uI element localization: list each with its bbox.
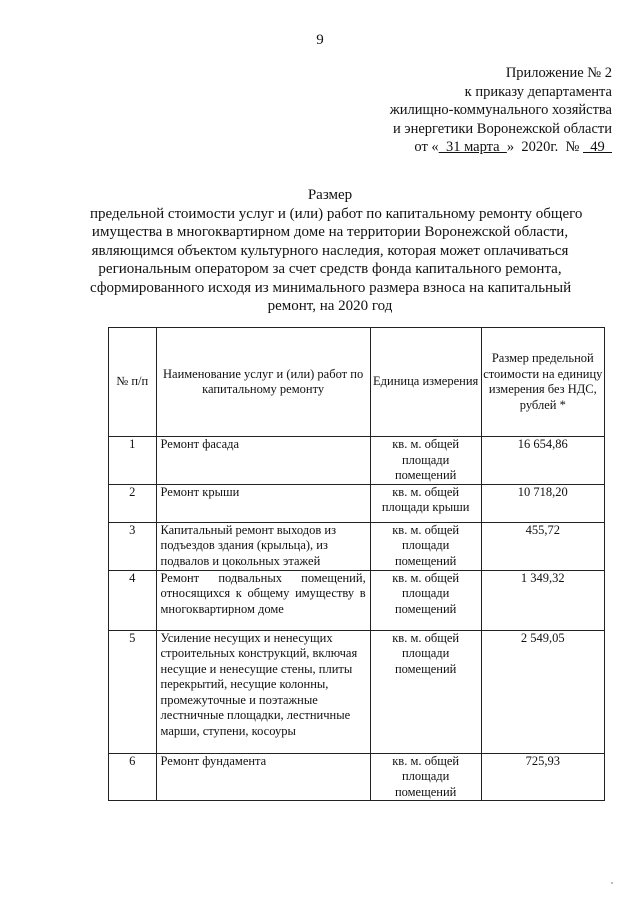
title-line: имущества в многоквартирном доме на территории Воронежской области, bbox=[91, 224, 569, 240]
row-service-name: Ремонт фундамента bbox=[156, 753, 370, 801]
row-service-name: Ремонт подвальных помещений, относящихся к общему имуществу в многоквартирном доме bbox=[156, 570, 370, 630]
title-line: ремонт, на 2020 год bbox=[267, 298, 393, 314]
row-service-name: Ремонт фасада bbox=[156, 437, 370, 485]
row-price: 725,93 bbox=[481, 753, 604, 801]
order-number: 49 bbox=[583, 139, 612, 155]
row-unit: кв. м. общей площади помещений bbox=[370, 437, 481, 485]
table-row bbox=[109, 753, 605, 801]
row-number: 2 bbox=[109, 484, 157, 522]
title-line: сформированного исходя из минимального размера взноса на капитальный bbox=[90, 279, 572, 296]
appendix-block bbox=[390, 64, 612, 157]
row-price: 10 718,20 bbox=[481, 484, 604, 522]
row-price: 2 549,05 bbox=[481, 630, 604, 753]
row-unit: кв. м. общей площади крыши bbox=[370, 484, 481, 522]
table-row bbox=[109, 437, 605, 485]
appendix-line: жилищно-коммунального хозяйства bbox=[389, 102, 612, 118]
date-suffix: » 2020г. № bbox=[506, 139, 583, 155]
table-row bbox=[109, 630, 605, 753]
row-number: 5 bbox=[109, 630, 157, 753]
row-price: 455,72 bbox=[481, 522, 604, 570]
table-row bbox=[109, 570, 605, 630]
date-prefix: от « bbox=[414, 139, 439, 155]
row-service-name: Ремонт крыши bbox=[156, 484, 370, 522]
table-header-row bbox=[109, 328, 605, 437]
order-date-line bbox=[390, 138, 612, 157]
title-line: являющимся объектом культурного наследия, которая может оплачиваться bbox=[91, 242, 569, 259]
table-row bbox=[109, 484, 605, 522]
header-number: № п/п bbox=[109, 328, 157, 437]
title-line: предельной стоимости услуг и (или) работ по капитальному ремонту общего bbox=[90, 205, 583, 222]
row-number: 3 bbox=[109, 522, 157, 570]
scan-speck bbox=[611, 882, 613, 884]
row-service-name: Капитальный ремонт выходов из подъездов здания (крыльца), из подвалов и цокольных этажей bbox=[156, 522, 370, 570]
row-number: 6 bbox=[109, 753, 157, 801]
row-service-name: Усиление несущих и ненесущих строительных конструкций, включая несущие и ненесущие стены, плиты перекрытий, несущие колонны, промежуточные и поэтажные лестничные площадки, лестничные марши, ступени, косоуры bbox=[156, 630, 370, 753]
row-price: 1 349,32 bbox=[481, 570, 604, 630]
header-service-name: Наименование услуг и (или) работ по капитальному ремонту bbox=[156, 328, 370, 437]
page-number: 9 bbox=[316, 32, 324, 48]
title-heading: Размер bbox=[307, 187, 353, 203]
table-row bbox=[109, 522, 605, 570]
header-price: Размер предельной стоимости на единицу измерения без НДС, рублей * bbox=[481, 328, 604, 437]
price-table bbox=[108, 327, 605, 801]
row-unit: кв. м. общей площади помещений bbox=[370, 753, 481, 801]
appendix-line: и энергетики Воронежской области bbox=[393, 120, 612, 137]
row-unit: кв. м. общей площади помещений bbox=[370, 570, 481, 630]
row-number: 4 bbox=[109, 570, 157, 630]
row-unit: кв. м. общей площади помещений bbox=[370, 630, 481, 753]
row-unit: кв. м. общей площади помещений bbox=[370, 522, 481, 570]
document-title bbox=[90, 186, 583, 316]
title-line: региональным оператором за счет средств фонда капитального ремонта, bbox=[98, 261, 562, 277]
header-unit: Единица измерения bbox=[370, 328, 481, 437]
row-number: 1 bbox=[109, 437, 157, 485]
appendix-title: Приложение № 2 bbox=[505, 65, 612, 81]
order-date: 31 марта bbox=[438, 139, 507, 155]
row-price: 16 654,86 bbox=[481, 437, 604, 485]
appendix-line: к приказу департамента bbox=[464, 83, 612, 100]
